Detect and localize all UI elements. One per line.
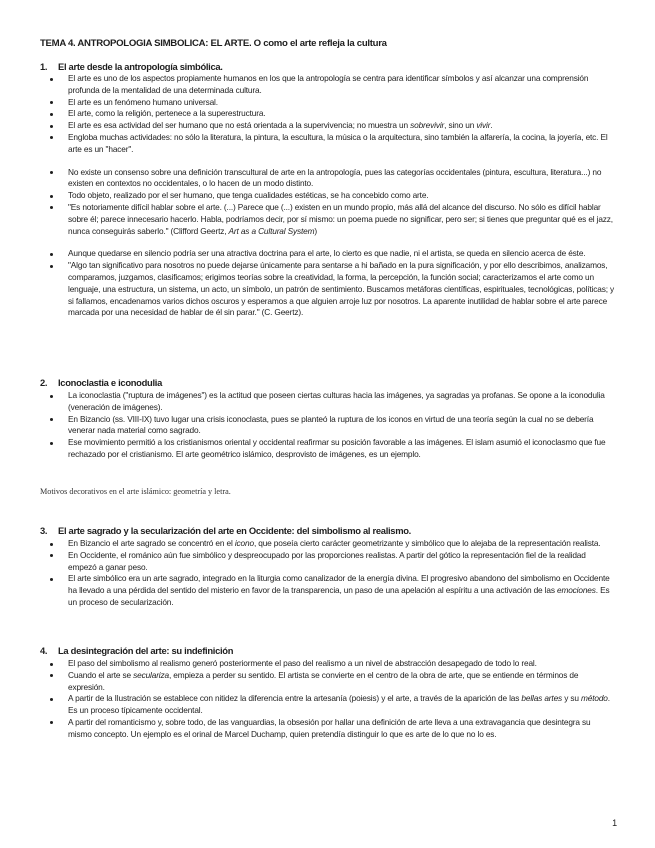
list-item: El arte simbólico era un arte sagrado, integrado en la liturgia como canalizador de la energía divina. El progresivo abandono del simbolismo en Occidente ha llevado a una pérdida del sentido del misterio en favor de la transparencia, un paso de una apelación al espíritu a una activación de las emociones. Es un proceso de secularización. — [68, 573, 616, 608]
section-number: 2. — [40, 377, 48, 388]
page-number: 1 — [612, 818, 617, 828]
section-heading-text: La desintegración del arte: su indefinición — [58, 645, 234, 656]
list-item: Cuando el arte se seculariza, empieza a perder su sentido. El artista se convierte en el centro de la obra de arte, que se entiende en términos de expresión. — [68, 670, 616, 694]
section-2-heading — [40, 377, 630, 389]
section-heading-text: El arte sagrado y la secularización del arte en Occidente: del simbolismo al realismo. — [58, 525, 411, 536]
list-item: A partir de la Ilustración se establece con nitidez la diferencia entre la artesanía (poiesis) y el arte, a través de la aparición de las bellas artes y su método. Es un proceso típicamente occidental. — [68, 693, 616, 717]
document-title: TEMA 4. ANTROPOLOGIA SIMBOLICA: EL ARTE. O como el arte refleja la cultura — [40, 38, 387, 49]
list-item: El arte, como la religión, pertenece a la superestructura. — [68, 108, 616, 120]
list-item: En Bizancio el arte sagrado se concentró en el icono, que poseía cierto carácter geometrizante y simbólico que lo alejaba de la representación realista. — [68, 538, 616, 550]
section-4-heading — [40, 645, 630, 657]
section-number: 4. — [40, 645, 48, 656]
list-item: Engloba muchas actividades: no sólo la literatura, la pintura, la escultura, la música o la arquitectura, sino también la alfarería, la cocina, la joyería, etc. El arte es un "hacer". — [68, 132, 616, 156]
list-item: "Algo tan significativo para nosotros no puede dejarse únicamente para sentarse a hi bañado en la pura significación, y por ello describimos, analizamos, comparamos, juzgamos, clasificamos; erigimos teorías sobre la creatividad, la forma, la percepción, la función social; caracterizamos el arte como un lenguaje, una estructura, un sistema, un acto, un símbolo, un patrón de sentimiento. Buscamos metáforas científicas, espirituales, tecnológicas, políticas; y si fallamos, encadenamos varios dichos oscuros y esperamos a que alguien arroje luz por nosotros. La aparente inutilidad de hablar sobre el arte parece marcada por una necesidad de hablar de él sin parar." (C. Geertz). — [68, 260, 615, 318]
list-item: A partir del romanticismo y, sobre todo, de las vanguardias, la obsesión por hallar una definición de arte lleva a una extravagancia que desintegra su mismo concepto. Un ejemplo es el orinal de Marcel Duchamp, quien pretendía distinguir lo que es arte de lo que no lo es. — [68, 717, 616, 741]
list-item: El paso del simbolismo al realismo generó posteriormente el paso del realismo a un nivel de abstracción desapegado de todo lo real. — [68, 658, 616, 670]
section-heading-text: Iconoclastia e iconodulia — [58, 377, 162, 388]
list-item: No existe un consenso sobre una definición transcultural de arte en la antropología, pues las categorías occidentales (pintura, escultura, literatura...) no existen en contextos no occidentales, o lo hacen de un modo distinto. — [68, 167, 616, 191]
section-2-list — [68, 390, 616, 461]
list-item: Todo objeto, realizado por el ser humano, que tenga cualidades estéticas, se ha concebido como arte. — [68, 190, 616, 202]
list-item: "Es notoriamente difícil hablar sobre el arte. (...) Parece que (...) existen en un mundo propio, más allá del alcance del discurso. No sólo es difícil hablar sobre él; parece innecesario hacerlo. Habla, podríamos decir, por sí mismo: un poema puede no significar, pero ser; si tienes que preguntar qué es el jazz, nunca conseguirás saberlo." (Clifford Geertz, Art as a Cultural System) — [68, 202, 616, 237]
section-number: 1. — [40, 61, 48, 72]
list-item: El arte es un fenómeno humano universal. — [68, 97, 616, 109]
list-item: La iconoclastia ("ruptura de imágenes") es la actitud que poseen ciertas culturas hacia las imágenes, ya sagradas ya profanas. Se opone a la iconodulia (veneración de imágenes). — [68, 390, 616, 414]
section-heading-text: El arte desde la antropología simbólica. — [58, 61, 223, 72]
section-1-heading — [40, 61, 630, 73]
image-caption: Motivos decorativos en el arte islámico: geometría y letra. — [40, 487, 231, 496]
list-item: El arte es esa actividad del ser humano que no está orientada a la supervivencia; no muestra un sobrevivir, sino un vivir. — [68, 120, 616, 132]
list-item: El arte es uno de los aspectos propiamente humanos en los que la antropología se centra para identificar símbolos y así alcanzar una comprensión profunda de la mentalidad de una determinada cultura. — [68, 73, 616, 97]
list-item: Aunque quedarse en silencio podría ser una atractiva doctrina para el arte, lo cierto es que nadie, ni el artista, se queda en silencio acerca de éste. — [68, 248, 616, 260]
list-item: Ese movimiento permitió a los cristianismos oriental y occidental reafirmar su posición favorable a las imágenes. El islam asumió el iconoclasmo que fue rechazado por el cristianismo. El arte geométrico islámico, desprovisto de imágenes, es un ejemplo. — [68, 437, 616, 461]
section-4-list — [68, 658, 616, 741]
section-3-list — [68, 538, 616, 609]
list-item: En Bizancio (ss. VIII-IX) tuvo lugar una crisis iconoclasta, pues se planteó la ruptura de los iconos en virtud de una teoría según la cual no se debería venerar nada material como sagrado. — [68, 414, 616, 438]
section-number: 3. — [40, 525, 48, 536]
section-3-heading — [40, 525, 630, 537]
list-item: En Occidente, el románico aún fue simbólico y despreocupado por las proporciones realistas. A partir del gótico la representación fiel de la realidad empezó a ganar peso. — [68, 550, 616, 574]
section-1-list — [68, 73, 616, 319]
